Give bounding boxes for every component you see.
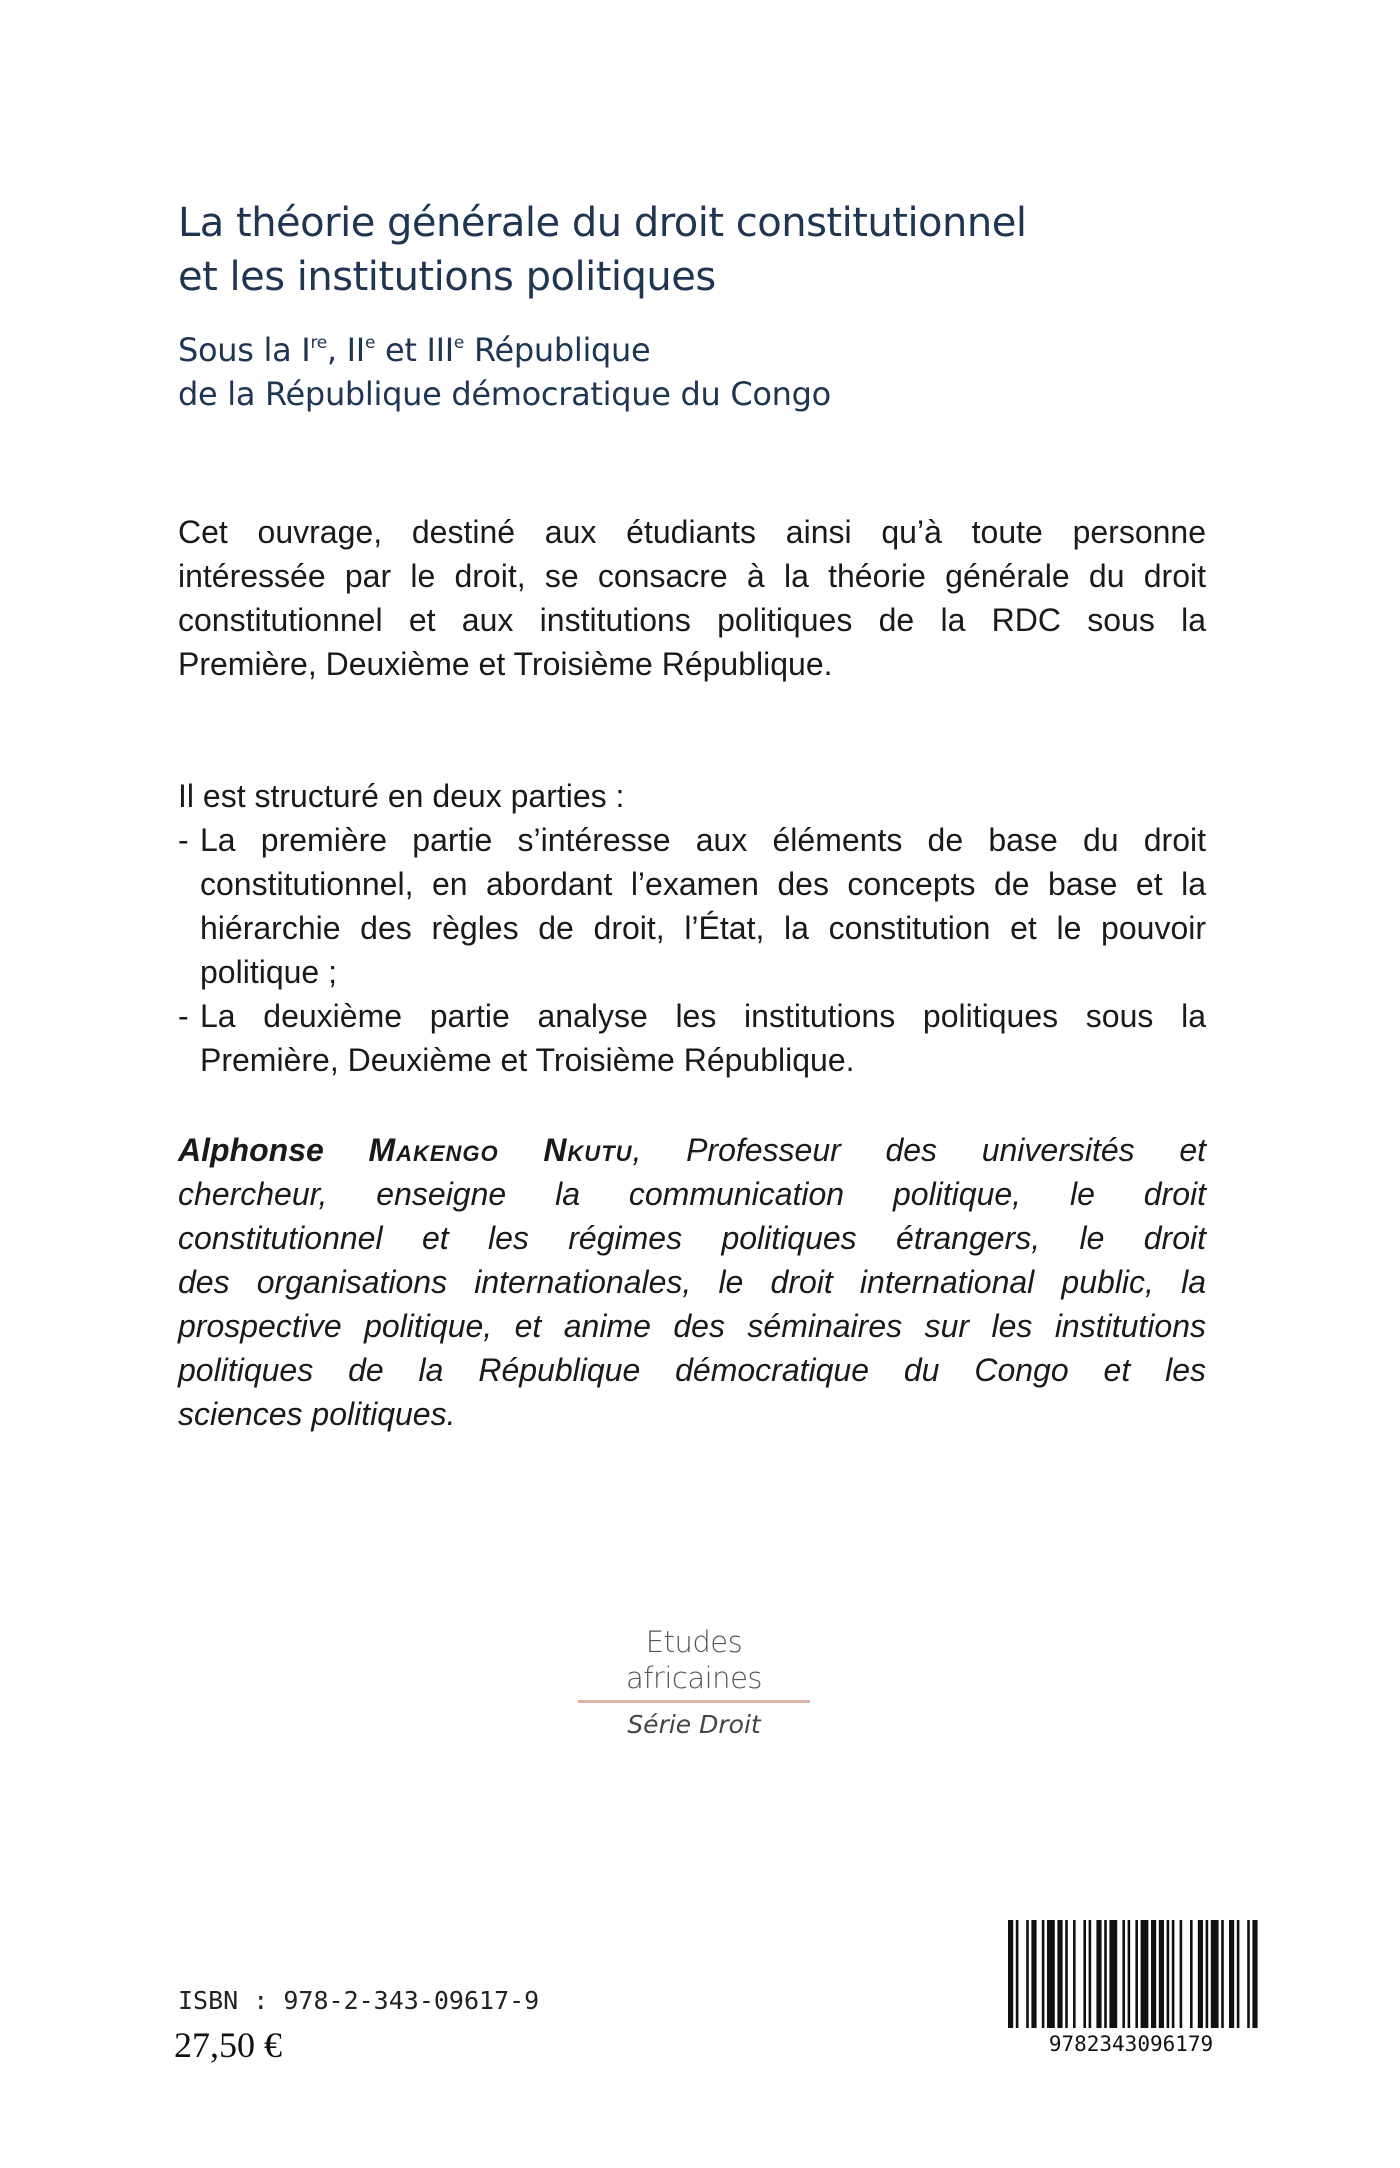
bullet-line: Première, Deuxième et Troisième République. (200, 1042, 855, 1078)
bullet-item-1 (178, 818, 1206, 994)
series-subseries: Série Droit (627, 1710, 761, 1739)
barcode-bar (1151, 1920, 1156, 2028)
barcode-bar (1135, 1920, 1138, 2028)
barcode-bar (1122, 1920, 1125, 2028)
bullet-line: hiérarchie des règles de droit, l’État, la constitution et le pouvoir (200, 910, 1206, 946)
barcode-bar (1042, 1920, 1045, 2028)
author-bio-line: prospective politique, et anime des séminaires sur les institutions (178, 1308, 1206, 1344)
bullet-line: politique ; (200, 954, 337, 990)
bullet-line: La deuxième partie analyse les institutions politiques sous la (200, 998, 1206, 1034)
barcode-bar (1089, 1920, 1092, 2028)
barcode-bar (1065, 1920, 1068, 2028)
intro-paragraph (178, 510, 1206, 686)
book-subtitle (178, 328, 1238, 416)
subtitle-republique: République (464, 331, 651, 369)
barcode-bar (1180, 1920, 1183, 2028)
barcode-bar (1252, 1920, 1257, 2028)
barcode-bar (1190, 1920, 1193, 2028)
author-first-name: Alphonse (178, 1132, 324, 1168)
author-bio-line: politiques de la République démocratique du Congo et les (178, 1352, 1206, 1388)
barcode-bar (1026, 1920, 1029, 2028)
subtitle-ii: , II (326, 331, 365, 369)
barcode-bar (1128, 1920, 1131, 2028)
subtitle-sup-re: re (310, 333, 327, 353)
price: 27,50 € (174, 2025, 282, 2065)
barcode-bar (1221, 1920, 1224, 2028)
author-bio-line: constitutionnel et les régimes politiques étrangers, le droit (178, 1220, 1206, 1256)
bullet-line: La première partie s’intéresse aux éléments de base du droit (200, 822, 1206, 858)
barcode-bar (1211, 1920, 1219, 2028)
bullet-line: constitutionnel, en abordant l’examen des concepts de base et la (200, 866, 1206, 902)
subtitle-line-1 (178, 328, 1238, 372)
author-bio-line: des organisations internationales, le droit international public, la (178, 1264, 1206, 1300)
barcode-bar (1016, 1920, 1019, 2028)
intro-line: constitutionnel et aux institutions politiques de la RDC sous la (178, 602, 1206, 638)
barcode-bar (1047, 1920, 1055, 2028)
barcode-bar (1096, 1920, 1101, 2028)
author-last-name-2: Nkutu (543, 1132, 633, 1168)
barcode-bar (1172, 1920, 1175, 2028)
isbn: ISBN : 978-2-343-09617-9 (178, 1986, 540, 2015)
subtitle-sup-e1: e (364, 333, 376, 353)
barcode-bar (1141, 1920, 1149, 2028)
subtitle-iii: et III (375, 331, 454, 369)
barcode-bar (1104, 1920, 1107, 2028)
barcode-bar (1198, 1920, 1203, 2028)
barcode-digits: 9782343096179 (1048, 2032, 1214, 2056)
barcode-bar (1206, 1920, 1209, 2028)
subtitle-line-2: de la République démocratique du Congo (178, 375, 831, 413)
barcode-bar (1237, 1920, 1240, 2028)
author-bio-line: chercheur, enseigne la communication politique, le droit (178, 1176, 1206, 1212)
barcode-bar (1008, 1920, 1013, 2028)
structure-paragraph (178, 774, 1206, 1082)
author-bio-line: sciences politiques. (178, 1396, 456, 1432)
bullet-item-2 (178, 994, 1206, 1082)
barcode-bar (1083, 1920, 1086, 2028)
subtitle-sous-la: Sous la I (178, 331, 311, 369)
barcode-icon (1002, 1920, 1260, 2056)
barcode-bar (1159, 1920, 1164, 2028)
series-name: Etudes africaines (625, 1625, 763, 1695)
title-line-1: La théorie générale du droit constitutionnel (178, 200, 1027, 246)
author-last-name-1: Makengo (368, 1132, 499, 1168)
barcode-bar (1167, 1920, 1170, 2028)
barcode-bar (1109, 1920, 1117, 2028)
series-divider (578, 1700, 810, 1703)
barcode-bar (1057, 1920, 1062, 2028)
barcode-bar (1247, 1920, 1250, 2028)
series-logo (578, 1624, 810, 1741)
intro-line: Cet ouvrage, destiné aux étudiants ainsi qu’à toute personne (178, 514, 1206, 550)
title-line-2: et les institutions politiques (178, 254, 716, 300)
intro-line: intéressée par le droit, se consacre à la théorie générale du droit (178, 558, 1206, 594)
barcode-bar (1229, 1920, 1234, 2028)
barcode-bar (1031, 1920, 1036, 2028)
author-title: , Professeur des universités et (632, 1132, 1207, 1168)
author-bio (178, 1128, 1206, 1436)
subtitle-sup-e2: e (453, 333, 465, 353)
bullet-dash: - (178, 822, 189, 858)
book-title (178, 196, 1238, 304)
intro-line: Première, Deuxième et Troisième République. (178, 646, 833, 682)
barcode-bar (1073, 1920, 1076, 2028)
structure-lead: Il est structuré en deux parties : (178, 778, 625, 814)
bullet-dash: - (178, 998, 189, 1034)
author-bio-line-1 (178, 1128, 1206, 1172)
